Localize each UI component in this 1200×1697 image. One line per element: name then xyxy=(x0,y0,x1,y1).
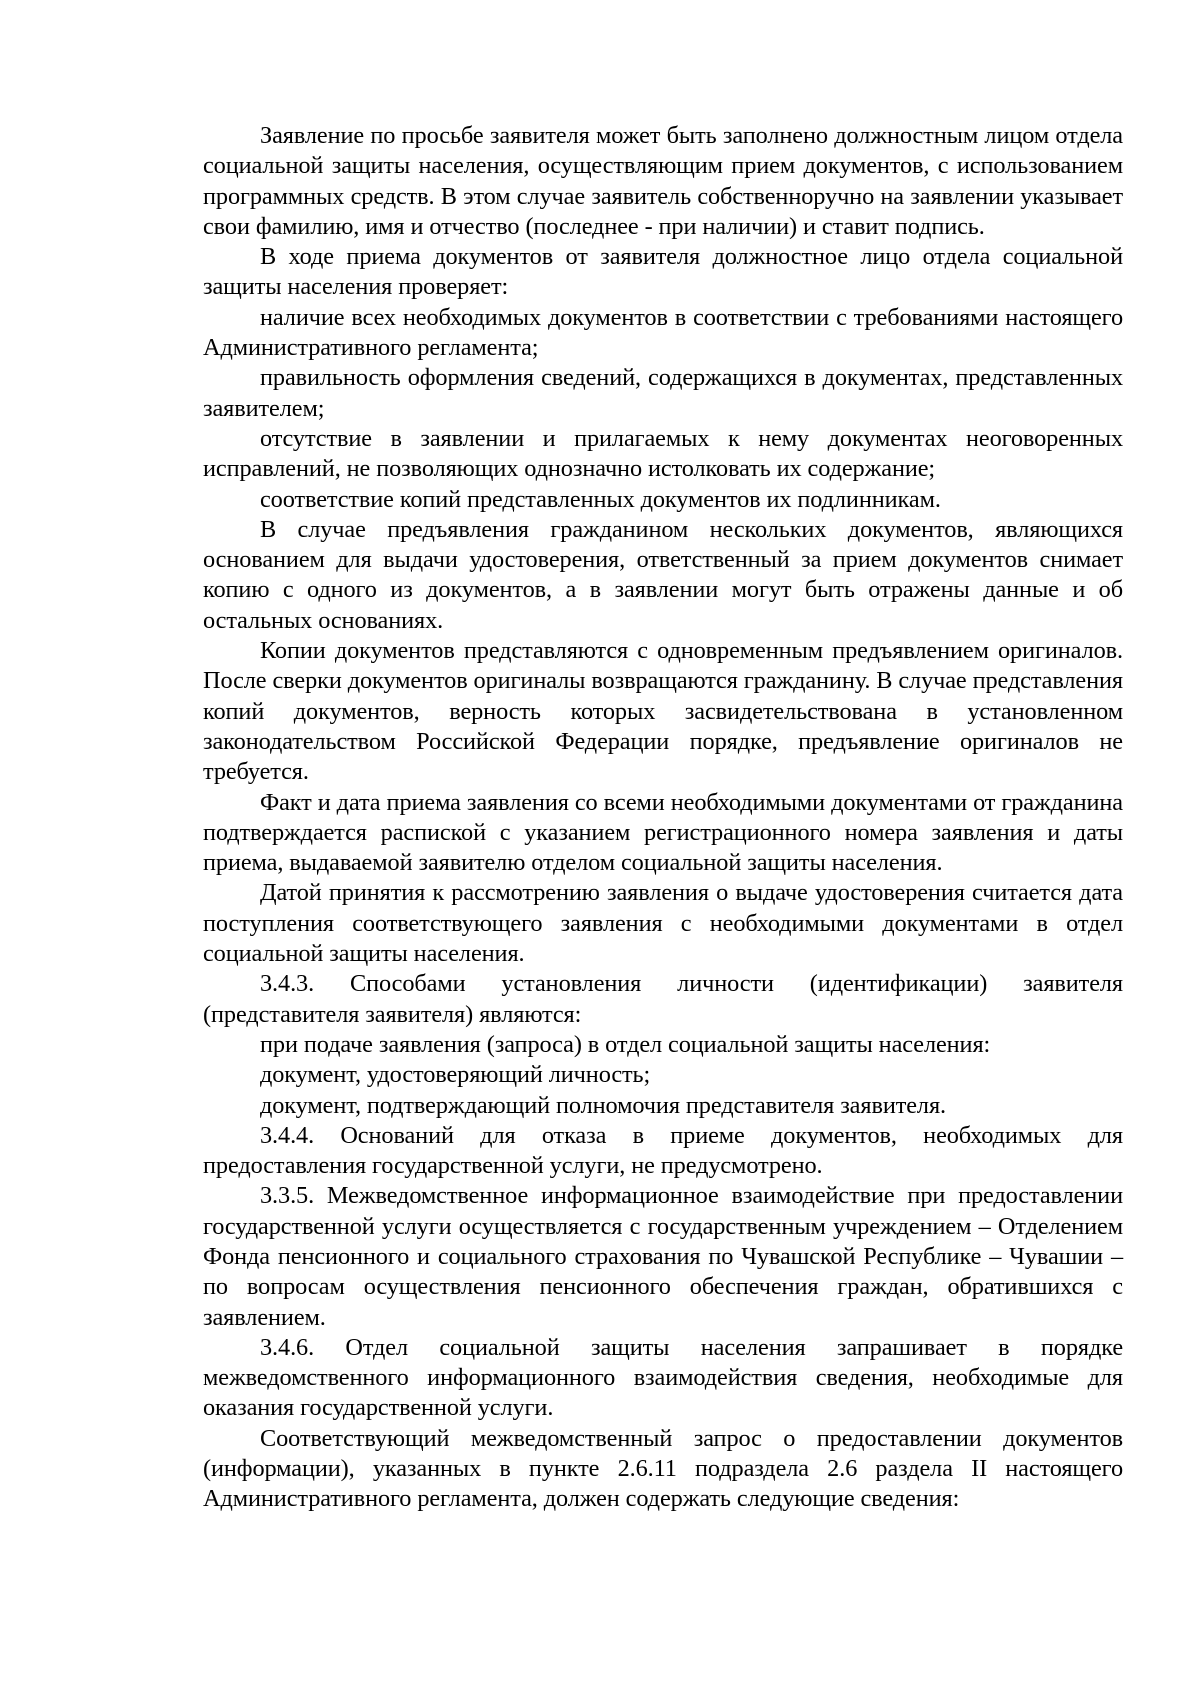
paragraph: наличие всех необходимых документов в соответствии с требованиями настоящего Административного регламента; xyxy=(203,303,1123,362)
paragraph: Копии документов представляются с одновременным предъявлением оригиналов. После сверки документов оригиналы возвращаются гражданину. В случае представления копий документов, верность которых засвидетельствована в установленном законодательством Российской Федерации порядке, предъявление оригиналов не требуется. xyxy=(203,637,1123,786)
paragraph: отсутствие в заявлении и прилагаемых к нему документах неоговоренных исправлений, не позволяющих однозначно истолковать их содержание; xyxy=(203,424,1123,483)
paragraph: Соответствующий межведомственный запрос о предоставлении документов (информации), указанных в пункте 2.6.11 подраздела 2.6 раздела II настоящего Административного регламента, должен содержать следующие сведения: xyxy=(203,1424,1123,1513)
document-body xyxy=(203,121,1123,1515)
paragraph: соответствие копий представленных документов их подлинникам. xyxy=(260,485,941,513)
paragraph: 3.3.5. Межведомственное информационное взаимодействие при предоставлении государственной услуги осуществляется с государственным учреждением – Отделением Фонда пенсионного и социального страхования по Чувашской Республике – Чувашии – по вопросам осуществления пенсионного обеспечения граждан, обратившихся с заявлением. xyxy=(203,1182,1123,1331)
paragraph: Датой принятия к рассмотрению заявления о выдаче удостоверения считается дата поступления соответствующего заявления с необходимыми документами в отдел социальной защиты населения. xyxy=(203,879,1123,968)
paragraph: В ходе приема документов от заявителя должностное лицо отдела социальной защиты населения проверяет: xyxy=(203,243,1123,301)
paragraph: 3.4.4. Оснований для отказа в приеме документов, необходимых для предоставления государственной услуги, не предусмотрено. xyxy=(203,1121,1123,1180)
paragraph: правильность оформления сведений, содержащихся в документах, представленных заявителем; xyxy=(203,364,1123,422)
paragraph: документ, удостоверяющий личность; xyxy=(260,1061,651,1089)
paragraph: Факт и дата приема заявления со всеми необходимыми документами от гражданина подтверждается распиской с указанием регистрационного номера заявления и даты приема, выдаваемой заявителю отделом социальной защиты населения. xyxy=(203,788,1123,877)
paragraph: при подаче заявления (запроса) в отдел социальной защиты населения: xyxy=(260,1030,991,1058)
paragraph: В случае предъявления гражданином нескольких документов, являющихся основанием для выдачи удостоверения, ответственный за прием документов снимает копию с одного из документов, а в заявлении могут быть отражены данные и об остальных основаниях. xyxy=(203,515,1123,634)
paragraph: Заявление по просьбе заявителя может быть заполнено должностным лицом отдела социальной защиты населения, осуществляющим прием документов, с использованием программных средств. В этом случае заявитель собственноручно на заявлении указывает свои фамилию, имя и отчество (последнее - при наличии) и ставит подпись. xyxy=(203,122,1123,240)
paragraph: документ, подтверждающий полномочия представителя заявителя. xyxy=(260,1091,946,1119)
paragraph: 3.4.3. Способами установления личности (идентификации) заявителя (представителя заявителя) являются: xyxy=(203,970,1123,1028)
paragraph: 3.4.6. Отдел социальной защиты населения запрашивает в порядке межведомственного информационного взаимодействия сведения, необходимые для оказания государственной услуги. xyxy=(203,1333,1123,1422)
